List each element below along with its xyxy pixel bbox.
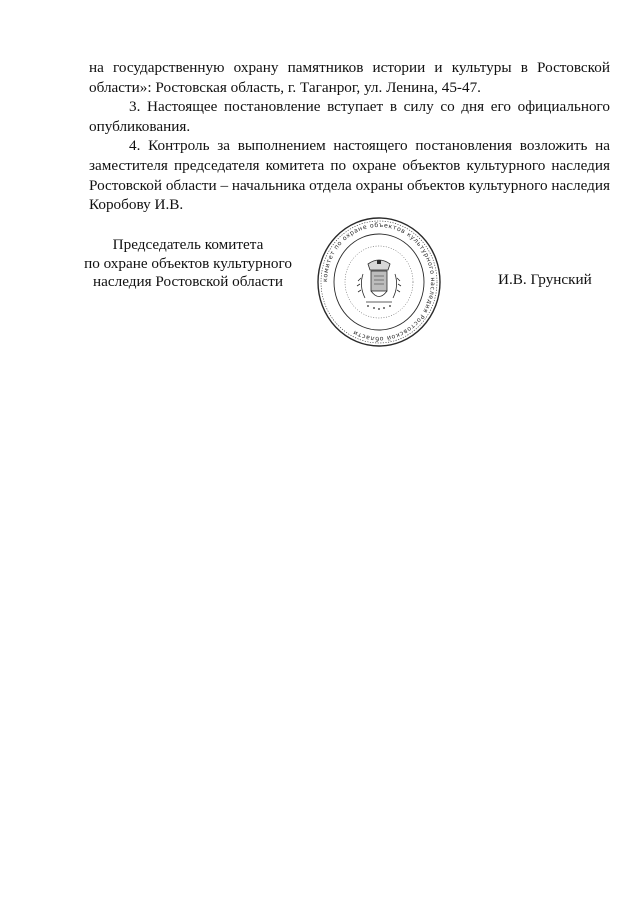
seal-ring-text: комитет по охране объектов культурного наследия Ростовской области xyxy=(321,221,437,343)
paragraph-4: 4. Контроль за выполнением настоящего постановления возложить на заместителя председателя комитета по охране объектов культурного наследия Ростовской области – начальника отдела охраны объектов культурного наследия Коробову И.В. xyxy=(89,137,610,214)
document-body xyxy=(89,58,610,215)
signer-name: И.В. Грунский xyxy=(498,271,592,288)
position-line-1: Председатель комитета xyxy=(112,236,264,253)
official-seal-icon xyxy=(316,216,442,349)
signatory-position xyxy=(78,236,298,292)
paragraph-continuation: на государственную охрану памятников истории и культуры в Ростовской области»: Ростовская область, г. Таганрог, ул. Ленина, 45-47. xyxy=(89,59,610,96)
paragraph-3: 3. Настоящее постановление вступает в силу со дня его официального опубликования. xyxy=(89,98,610,135)
position-line-2: по охране объектов культурного xyxy=(84,254,292,272)
position-line-3: наследия Ростовской области xyxy=(93,273,283,291)
